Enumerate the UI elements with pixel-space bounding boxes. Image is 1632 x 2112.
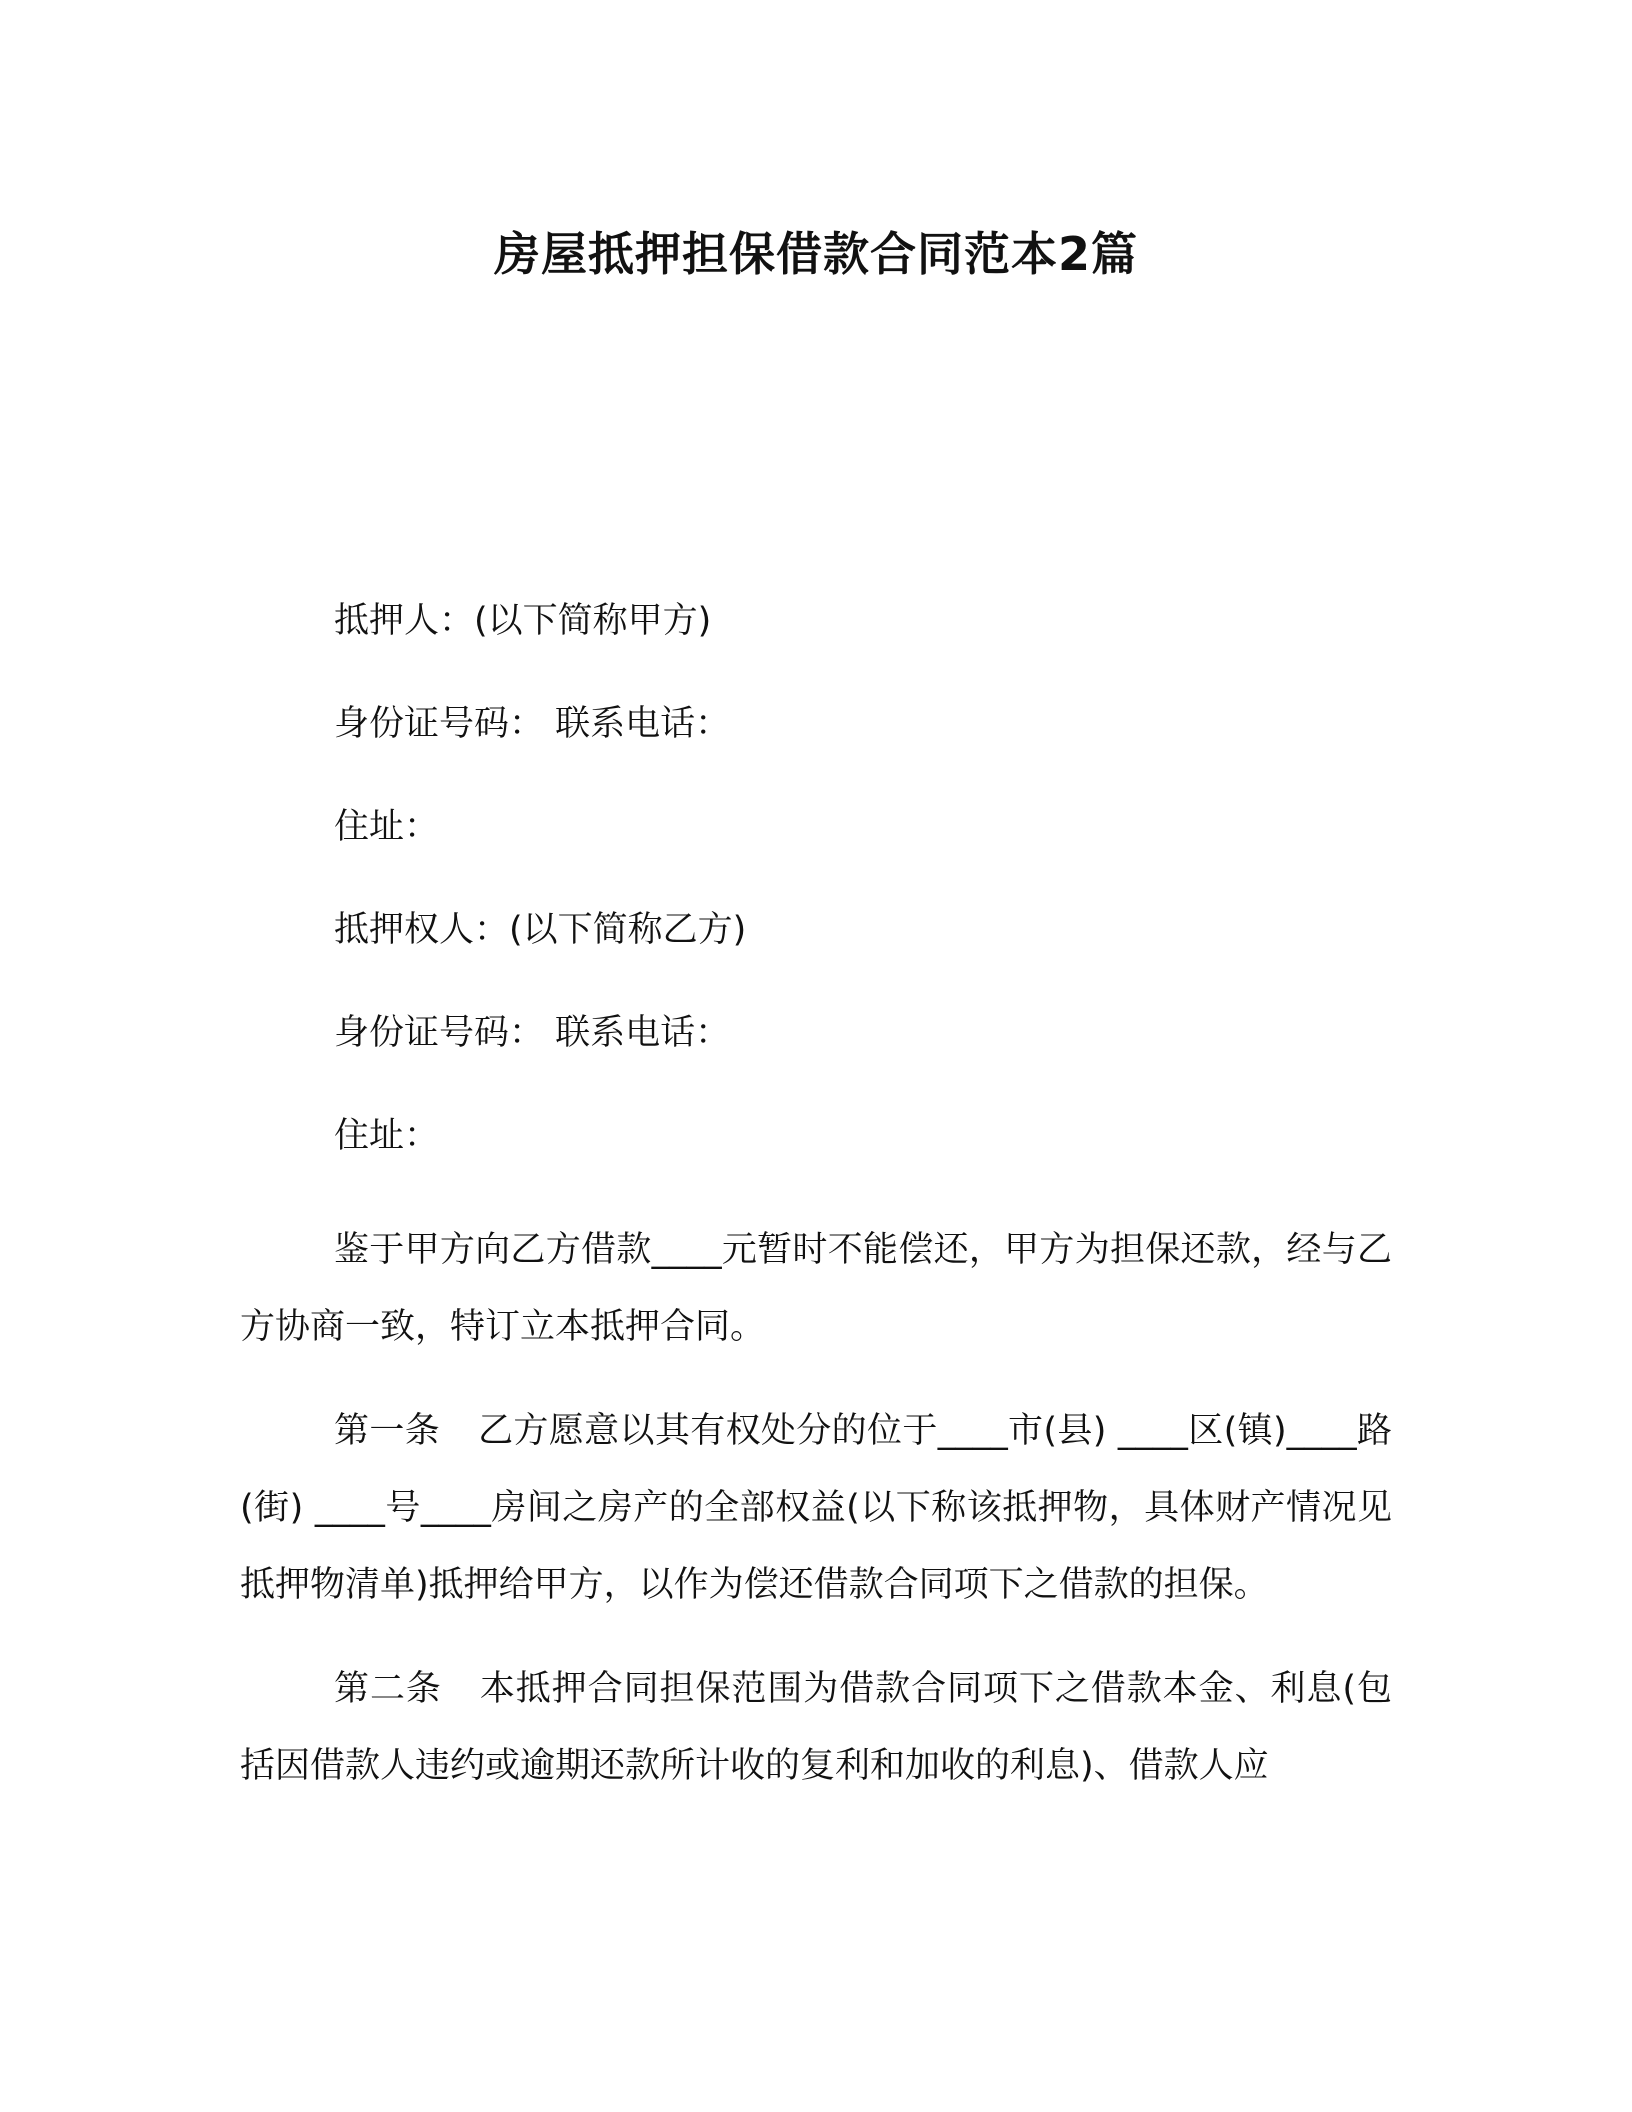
mortgagor-address-line: 住址： <box>334 807 440 847</box>
mortgagee-line: 抵押权人：(以下简称乙方) <box>334 910 747 950</box>
article-1-text: 乙方愿意以其有权处分的位于____市(县) ____区(镇)____路(街) ____号____房间之房产的全部权益(以下称该抵押物，具体财产情况见抵押物清单)抵押给甲方，以作为偿还借款合同项下之借款的担保。 <box>240 1411 1392 1605</box>
mortgagor-line: 抵押人：(以下简称甲方) <box>334 601 712 641</box>
article-1-paragraph <box>240 1393 1392 1624</box>
preamble-paragraph: 鉴于甲方向乙方借款____元暂时不能偿还，甲方为担保还款，经与乙方协商一致，特订立本抵押合同。 <box>240 1230 1392 1347</box>
article-2-paragraph <box>240 1651 1392 1805</box>
article-1-number: 第一条 <box>334 1411 441 1451</box>
mortgagee-address-line: 住址： <box>334 1116 440 1156</box>
mortgagor-id-phone-line: 身份证号码： 联系电话： <box>334 704 731 744</box>
document-body <box>240 594 1392 1832</box>
article-2-number: 第二条 <box>334 1669 442 1709</box>
mortgagee-id-phone-line: 身份证号码： 联系电话： <box>334 1013 731 1053</box>
document-title: 房屋抵押担保借款合同范本2篇 <box>493 227 1138 281</box>
article-2-text: 本抵押合同担保范围为借款合同项下之借款本金、利息(包括因借款人违约或逾期还款所计收的复利和加收的利息)、借款人应 <box>240 1669 1392 1786</box>
